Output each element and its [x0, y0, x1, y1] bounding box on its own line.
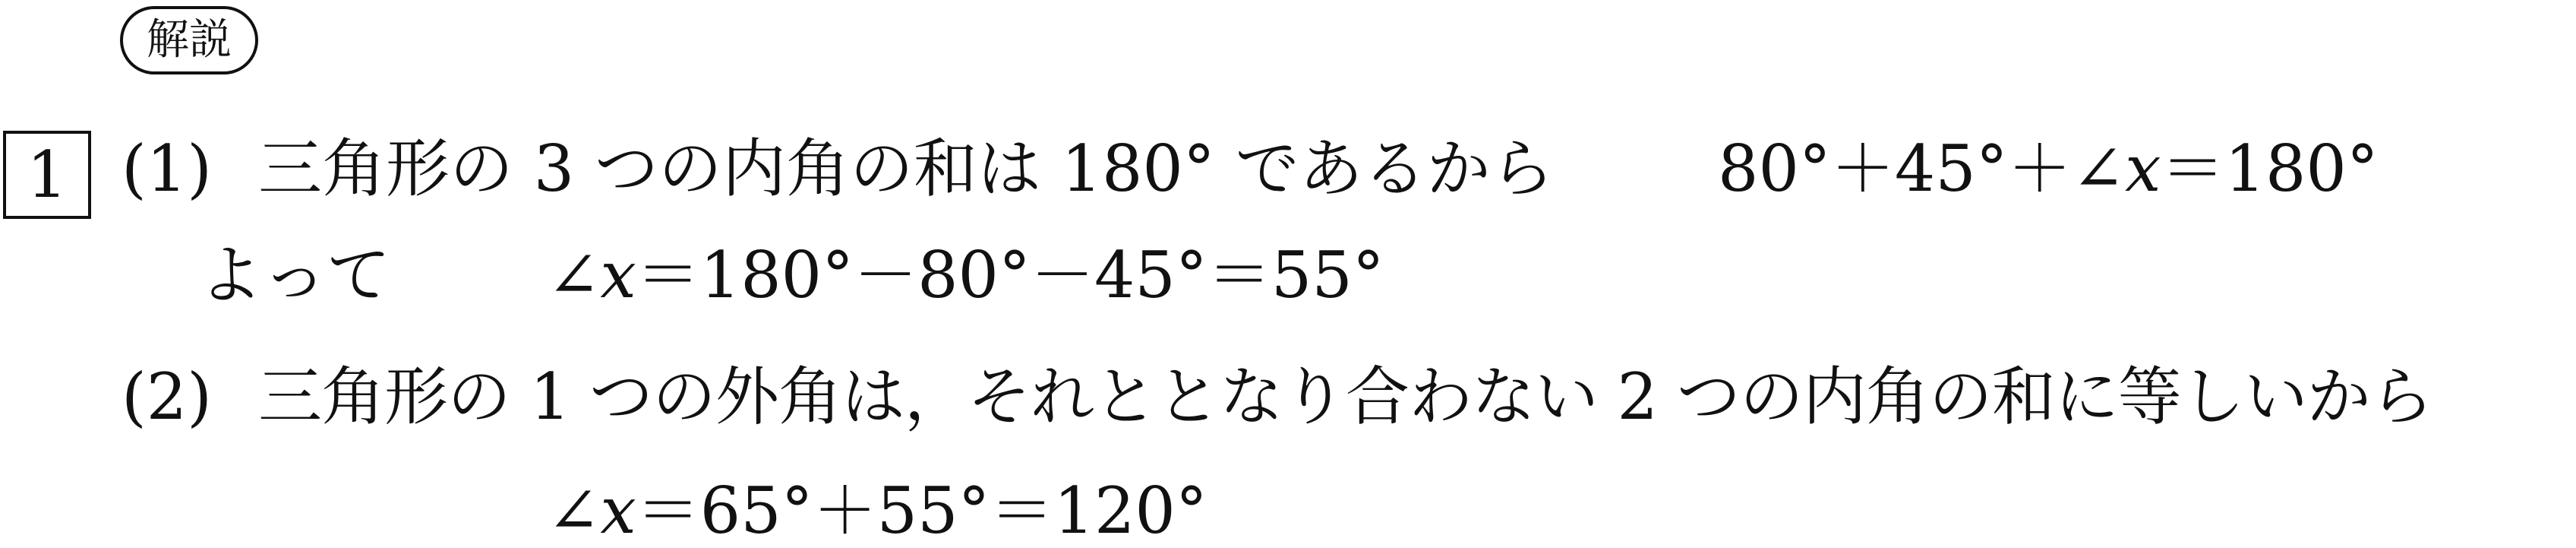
angle-symbol: ∠ — [547, 474, 601, 548]
part1-result-variable-x: x — [600, 238, 636, 312]
part2-result-expression: ＝65°＋55°＝120° — [636, 474, 1208, 548]
part1-label: (1) — [122, 131, 212, 206]
part2-result — [547, 474, 1208, 548]
part1-variable-x: x — [2125, 131, 2161, 206]
problem-number-box: 1 — [3, 131, 91, 219]
part1-result-expression: ＝180°－80°－45°＝55° — [636, 238, 1384, 312]
angle-symbol: ∠ — [547, 238, 601, 312]
part1-equation-lhs: 80°＋45°＋∠ — [1718, 131, 2126, 206]
part1-therefore: よって — [199, 238, 391, 312]
explanation-badge: 解説 — [120, 6, 258, 74]
part1-equation — [1718, 131, 2379, 206]
part2-result-variable-x: x — [600, 474, 636, 548]
part1-result — [547, 238, 1384, 312]
part1-equation-rhs: ＝180° — [2161, 131, 2379, 206]
part2-statement: 三角形の 1 つの外角は，それととなり合わない 2 つの内角の和に等しいから — [258, 360, 2433, 434]
part1-statement: 三角形の 3 つの内角の和は 180° であるから — [258, 131, 1555, 206]
part2-label: (2) — [122, 360, 212, 434]
